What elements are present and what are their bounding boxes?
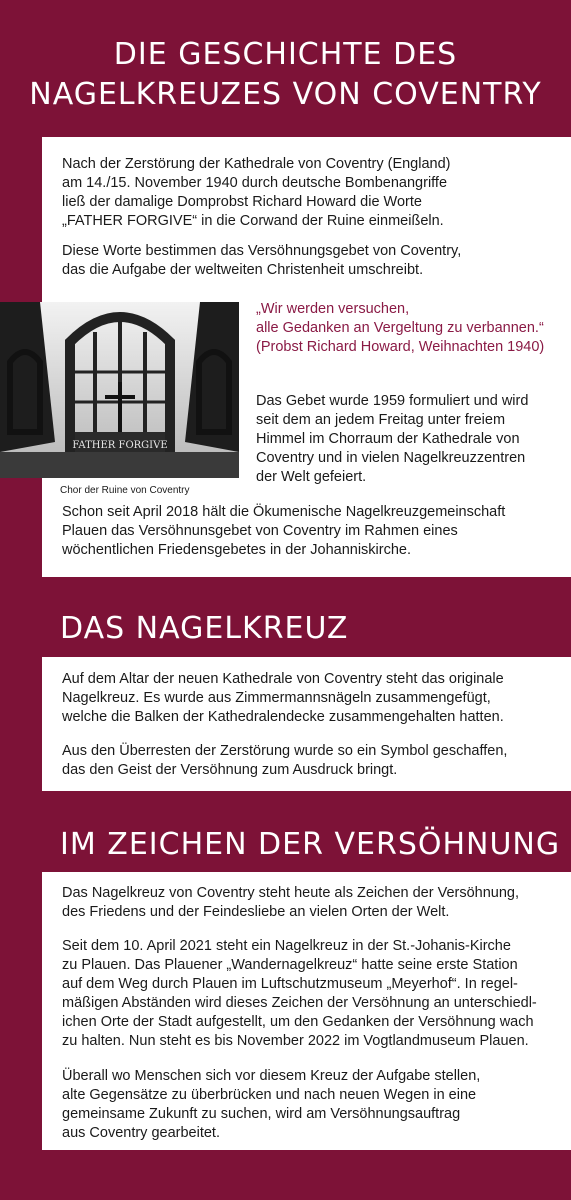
- section-heading-nagelkreuz: DAS NAGELKREUZ: [60, 611, 349, 646]
- cathedral-ruin-photo: [0, 302, 239, 478]
- page-title-line1: DIE GESCHICHTE DES: [113, 37, 458, 72]
- photo-inscription: FATHER FORGIVE: [72, 440, 168, 451]
- versoehnung-paragraph-3: Überall wo Menschen sich vor diesem Kreuz der Aufgabe stellen, alte Gegensätze zu überbrücken und nach neuen Wegen in eine gemeinsame Zukunft zu suchen, wird am Versöhnungsauftrag aus Coventry gearbeitet.: [62, 1068, 481, 1141]
- nagelkreuz-paragraph-1: Auf dem Altar der neuen Kathedrale von Coventry steht das originale Nagelkreuz. Es wurde aus Zimmermannsnägeln zusammengefügt, welche die Balken der Kathedralendecke zusammengehalten hatten.: [62, 671, 504, 725]
- versoehnung-paragraph-2: Seit dem 10. April 2021 steht ein Nagelkreuz in der St.-Johanis-Kirche zu Plauen. Das Plauener „Wandernagelkreuz“ hatte seine erste Station auf dem Weg durch Plauen im Luftschutzmuseum „Meyerhof“. In regel- mäßigen Abständen wird dieses Zeichen der Versöhnung an unterschiedl- ichen Orte der Stadt aufgestellt, um den Gedanken der Versöhnung wach zu halten. Nun steht es bis November 2022 im Vogtlandmuseum Plauen.: [62, 938, 537, 1049]
- photo-caption: Chor der Ruine von Coventry: [60, 485, 190, 496]
- section-heading-versoehnung: IM ZEICHEN DER VERSÖHNUNG: [60, 827, 561, 862]
- versoehnung-paragraph-1: Das Nagelkreuz von Coventry steht heute als Zeichen der Versöhnung, des Friedens und der Feindesliebe an vielen Orten der Welt.: [62, 885, 520, 920]
- page-title-line2: NAGELKREUZES VON COVENTRY: [29, 77, 542, 112]
- history-paragraph-2: Diese Worte bestimmen das Versöhnungsgebet von Coventry, das die Aufgabe der weltweiten Christenheit umschreibt.: [62, 243, 462, 278]
- history-paragraph-1: Nach der Zerstörung der Kathedrale von Coventry (England) am 14./15. November 1940 durch deutsche Bombenangriffe ließ der damalige Domprobst Richard Howard die Worte „FATHER FORGIVE“ in die Corwand der Ruine einmeißeln.: [62, 156, 451, 229]
- nagelkreuz-paragraph-2: Aus den Überresten der Zerstörung wurde so ein Symbol geschaffen, das den Geist der Versöhnung zum Ausdruck bringt.: [62, 743, 508, 778]
- howard-quote: „Wir werden versuchen, alle Gedanken an Vergeltung zu verbannen.“ (Probst Richard Howard, Weihnachten 1940): [256, 301, 545, 355]
- history-paragraph-3: Das Gebet wurde 1959 formuliert und wird seit dem an jedem Freitag unter freiem Himmel im Chorraum der Kathedrale von Coventry und in vielen Nagelkreuzzentren der Welt gefeiert.: [256, 393, 529, 485]
- history-paragraph-4: Schon seit April 2018 hält die Ökumenische Nagelkreuzgemeinschaft Plauen das Versöhnunsgebet von Coventry im Rahmen eines wöchentlichen Friedensgebetes in der Johanniskirche.: [62, 504, 506, 558]
